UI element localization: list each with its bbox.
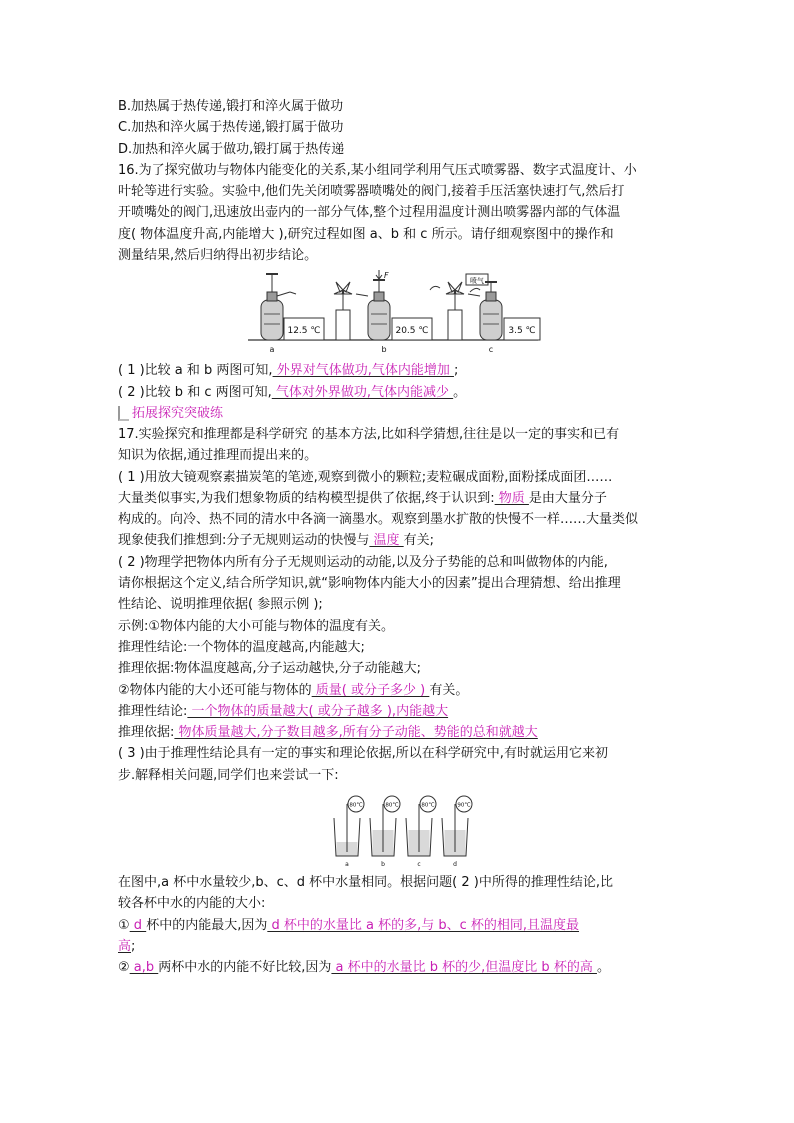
q17-p3-line-1: ( 3 )由于推理性结论具有一定的事实和理论依据,所以在科学研究中,有时就运用它来初: [118, 746, 608, 762]
cup-b-label: b: [381, 861, 385, 869]
q17-p2-answer-mass: 质量( 或分子多少 ): [311, 682, 430, 698]
q17-compare-1-answer: d: [129, 917, 147, 933]
section-title: 拓展探究突破练: [132, 405, 224, 421]
cup-a-label: a: [345, 861, 349, 869]
fan-c: [430, 282, 480, 340]
label-b: b: [381, 345, 387, 355]
q17-compare-2: [118, 957, 684, 978]
q17-p1-line-3: 构成的。向冷、热不同的清水中各滴一滴墨水。观察到墨水扩散的快慢不一样……大量类似: [118, 512, 639, 528]
cup-a-temp: 80℃: [349, 802, 363, 809]
q17-compare-2-mid: 两杯中水的内能不好比较,因为: [158, 960, 332, 976]
q17-p2-line-1: ( 2 )物理学把物体内所有分子无规则运动的动能,以及分子势能的总和叫做物体的内能,: [118, 554, 608, 570]
q16-answer-1-prefix: ( 1 )比较 a 和 b 两图可知,: [118, 363, 273, 379]
q17-p2-guess-suffix: 有关。: [429, 682, 469, 698]
fan-b: [334, 282, 352, 340]
q17-p2-answer-conclusion: 一个物体的质量越大( 或分子越多 ),内能越大: [187, 703, 449, 719]
q17-p2-example-basis: 推理依据:物体温度越高,分子运动越快,分子动能越大;: [118, 661, 422, 677]
option-d: D.加热和淬火属于做功,锻打属于热传递: [118, 141, 345, 157]
cup-d-label: d: [453, 861, 457, 869]
q17-p1-line-4-suffix: 有关;: [403, 533, 435, 549]
q17-p1-line-2: [118, 488, 684, 509]
q17-p2-basis: [118, 722, 684, 743]
q17-compare-1-suffix: ;: [131, 938, 136, 954]
sprayer-figure: [118, 270, 684, 354]
q17-p1-line-2-prefix: 大量类似事实,为我们想象物质的结构模型提供了依据,终于认识到:: [118, 490, 495, 506]
q17-compare-2-reason: a 杯中的水量比 b 杯的少,但温度比 b 杯的高: [331, 960, 597, 976]
q16-line-5: 测量结果,然后归纳得出初步结论。: [118, 248, 318, 264]
q17-compare-1: [118, 915, 684, 936]
section-heading: [118, 403, 684, 424]
q17-p2-example-conclusion: 推理性结论:一个物体的温度越高,内能越大;: [118, 639, 365, 655]
q17-p2-basis-prefix: 推理依据:: [118, 725, 175, 741]
cup-d-temp: 90℃: [457, 802, 471, 809]
sprayer-c: [468, 282, 502, 340]
q17-intro-2: 知识为依据,通过推理而提出来的。: [118, 448, 318, 464]
q17-p1-answer-temperature: 温度: [369, 533, 404, 549]
sprayer-b: [356, 270, 390, 340]
q16-line-4: 度( 物体温度升高,内能增大 ),研究过程如图 a、b 和 c 所示。请仔细观察图中的操作和: [118, 226, 614, 242]
option-b: B.加热属于热传递,锻打和淬火属于做功: [118, 99, 344, 114]
q17-intro-1: 17.实验探究和推理都是科学研究 的基本方法,比如科学猜想,往往是以一定的事实和已有: [118, 426, 620, 442]
q17-p1-answer-matter: 物质: [494, 490, 529, 506]
q17-p3-after-1: 在图中,a 杯中水量较少,b、c、d 杯中水量相同。根据问题( 2 )中所得的推理性结论,比: [118, 875, 613, 891]
q17-compare-2-answer: a,b: [129, 960, 159, 976]
q16-answer-1-text: 外界对气体做功,气体内能增加: [272, 363, 454, 379]
q16-line-2: 叶轮等进行实验。实验中,他们先关闭喷雾器喷嘴处的阀门,接着手压活塞快速打气,然后打: [118, 184, 625, 200]
cups-figure: [118, 794, 684, 868]
q17-p2-answer-basis: 物体质量越大,分子数目越多,所有分子动能、势能的总和就越大: [174, 725, 538, 741]
label-a: a: [269, 345, 275, 355]
q17-p1-line-2-suffix: 是由大量分子: [528, 490, 607, 506]
option-c: C.加热和淬火属于热传递,锻打属于做功: [118, 120, 344, 136]
force-label: F: [384, 271, 389, 281]
q17-compare-2-suffix: 。: [596, 960, 610, 976]
cups-diagram: [118, 794, 684, 868]
q16-answer-2: [118, 382, 684, 403]
worksheet-page: [118, 96, 684, 979]
q17-p1-line-4: [118, 530, 684, 551]
q16-answer-1: [118, 360, 684, 381]
q16-answer-2-suffix: 。: [453, 384, 467, 400]
q17-p2-line-2: 请你根据这个定义,结合所学知识,就“影响物体内能大小的因素”提出合理猜想、给出推理: [118, 576, 621, 592]
q16-answer-2-text: 气体对外界做功,气体内能减少: [271, 384, 454, 400]
q17-p3-line-2: 步.解释相关问题,同学们也来尝试一下:: [118, 767, 339, 783]
q16-line-3: 开喷嘴处的阀门,迅速放出壶内的一部分气体,整个过程用温度计测出喷雾器内部的气体温: [118, 205, 621, 221]
q17-compare-1-reason: d 杯中的水量比 a 杯的多,与 b、c 杯的相同,且温度最: [267, 917, 580, 933]
temp-a: 12.5 ℃: [287, 326, 321, 337]
q17-p2-example: 示例:①物体内能的大小可能与物体的温度有关。: [118, 618, 395, 634]
cup-c-temp: 80℃: [421, 802, 435, 809]
q17-p1-line-1: ( 1 )用放大镜观察素描炭笔的笔迹,观察到微小的颗粒;麦粒碾成面粉,面粉揉成面团……: [118, 469, 613, 485]
q16-line-1: 16.为了探究做功与物体内能变化的关系,某小组同学利用气压式喷雾器、数字式温度计、小: [118, 162, 637, 178]
sprayer-diagram: [118, 270, 684, 354]
q17-compare-1-cont: [118, 936, 684, 957]
temp-b: 20.5 ℃: [395, 326, 429, 337]
q17-p2-conclusion: [118, 701, 684, 722]
cup-b-temp: 80℃: [385, 802, 399, 809]
q17-p2-line-3: 性结论、说明推理依据( 参照示例 );: [118, 597, 323, 613]
label-c: c: [488, 345, 494, 355]
cup-c-label: c: [417, 861, 421, 869]
q17-p2-guess: [118, 680, 684, 701]
q16-answer-1-suffix: ;: [453, 363, 459, 379]
spray-label: 喷气: [470, 277, 484, 286]
temp-c: 3.5 ℃: [508, 326, 536, 337]
section-marker-icon: [118, 406, 129, 421]
q17-compare-1-mid: 杯中的内能最大,因为: [146, 917, 268, 933]
q16-answer-2-prefix: ( 2 )比较 b 和 c 两图可知,: [118, 384, 272, 400]
q17-p1-line-4-prefix: 现象使我们推想到:分子无规则运动的快慢与: [118, 533, 370, 549]
q17-compare-1-reason-end: 高: [118, 938, 132, 954]
q17-p2-conclusion-prefix: 推理性结论:: [118, 703, 188, 719]
q17-compare-1-marker: ①: [118, 917, 130, 933]
q17-compare-2-marker: ②: [118, 960, 130, 976]
q17-p2-guess-prefix: ②物体内能的大小还可能与物体的: [118, 682, 312, 698]
q17-p3-after-2: 较各杯中水的内能的大小:: [118, 896, 266, 912]
